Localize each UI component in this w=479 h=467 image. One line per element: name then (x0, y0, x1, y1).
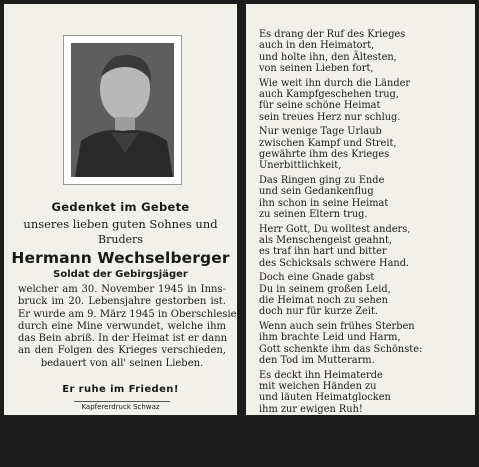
poem-stanza (259, 78, 469, 123)
poem-line: und werden Dich einst sehen, (259, 441, 407, 453)
poem-line: ihm zur ewigen Ruh! (259, 403, 363, 415)
printer-divider (74, 401, 170, 402)
poem (259, 29, 469, 467)
poem-line: An Deinem Grab wir beten, (259, 418, 396, 430)
bio-line: bedauert von all' seinen Lieben. (40, 357, 204, 369)
poem-line: von seinen Lieben fort, (259, 62, 374, 74)
poem-line: des Schicksals schwere Hand. (259, 257, 410, 269)
bio-line: durch eine Mine verwundet, welche ihm (18, 320, 226, 332)
poem-line: wenn uns das Auge bricht! (259, 452, 393, 464)
poem-line: Wenn auch sein frühes Sterben (259, 321, 415, 333)
poem-line: als Menschengeist geahnt, (259, 235, 393, 247)
deceased-name: Hermann Wechselberger (11, 249, 230, 267)
poem-stanza (259, 419, 469, 464)
bio-line: an den Folgen des Krieges verschieden, (18, 345, 226, 357)
poem-stanza (259, 126, 469, 171)
poem-line: Herr Gott, Du wolltest anders, (259, 223, 411, 235)
poem-line: und läuten Heimatglocken (259, 392, 391, 404)
poem-line: ihm brachte Leid und Harm, (259, 332, 401, 344)
bio-line: Er wurde am 9. März 1945 in Oberschlesien (18, 308, 244, 320)
poem-line: auch in den Heimatort, (259, 40, 375, 52)
printer-credit: Kapfererdruck Schwaz (81, 403, 160, 411)
poem-line: Wie weit ihn durch die Länder (259, 77, 411, 89)
poem-line: sein treues Herz nur schlug. (259, 111, 401, 123)
poem-line: auch Kampfgeschehen trug, (259, 88, 399, 100)
poem-line: für Dich in ewigem Licht (259, 429, 383, 441)
poem-line: Das Ringen ging zu Ende (259, 175, 385, 187)
poem-line: Es deckt ihn Heimaterde (259, 369, 383, 381)
poem-line: und sein Gedankenflug (259, 186, 374, 198)
poem-line: zu seinen Eltern trug. (259, 208, 368, 220)
poem-stanza (259, 175, 469, 220)
poem-line: Unerbittlichkeit, (259, 160, 342, 172)
rank-line: Soldat der Gebirgsjäger (53, 269, 188, 280)
poem-stanza (259, 224, 469, 269)
closing-blessing: Er ruhe im Frieden! (62, 384, 179, 395)
poem-line: gewährte ihm des Krieges (259, 148, 390, 160)
intro-line: unseres lieben guten Sohnes und (23, 217, 218, 231)
left-card (4, 4, 244, 415)
poem-line: doch nur für kurze Zeit. (259, 306, 379, 318)
portrait-photo (71, 43, 174, 177)
poem-line: Doch eine Gnade gabst (259, 272, 375, 284)
poem-line: für seine schöne Heimat (259, 100, 381, 112)
right-card (246, 4, 475, 464)
biography (18, 284, 244, 370)
bio-line: bruck im 20. Lebensjahre gestorben ist. (18, 296, 226, 308)
poem-stanza (259, 370, 469, 415)
poem-line: Es drang der Ruf des Krieges (259, 29, 406, 40)
poem-line: Gott schenkte ihm das Schönste: (259, 343, 423, 355)
poem-line: mit weichen Händen zu (259, 381, 377, 393)
portrait-frame (63, 35, 182, 185)
poem-line: die Heimat noch zu sehen (259, 295, 388, 307)
bio-line: welcher am 30. November 1945 in Inns- (18, 284, 226, 295)
poem-line: zwischen Kampf und Streit, (259, 137, 397, 149)
memorial-heading: Gedenket im Gebete (51, 200, 190, 214)
poem-stanza (259, 29, 469, 74)
intro-line-2: Bruders (98, 233, 143, 246)
poem-line: und holte ihn, den Ältesten, (259, 51, 397, 63)
bio-line: das Bein abriß. In der Heimat ist er dann (18, 333, 228, 345)
poem-stanza (259, 272, 469, 317)
poem-line: ihn schon in seine Heimat (259, 197, 389, 209)
poem-line: Nur wenige Tage Urlaub (259, 126, 382, 138)
poem-line: Du in seinem großen Leid, (259, 283, 391, 295)
poem-line: den Tod im Mutterarm. (259, 355, 375, 367)
portrait-silhouette (71, 43, 174, 177)
poem-line: es traf ihn hart und bitter (259, 246, 387, 258)
poem-stanza (259, 321, 469, 366)
